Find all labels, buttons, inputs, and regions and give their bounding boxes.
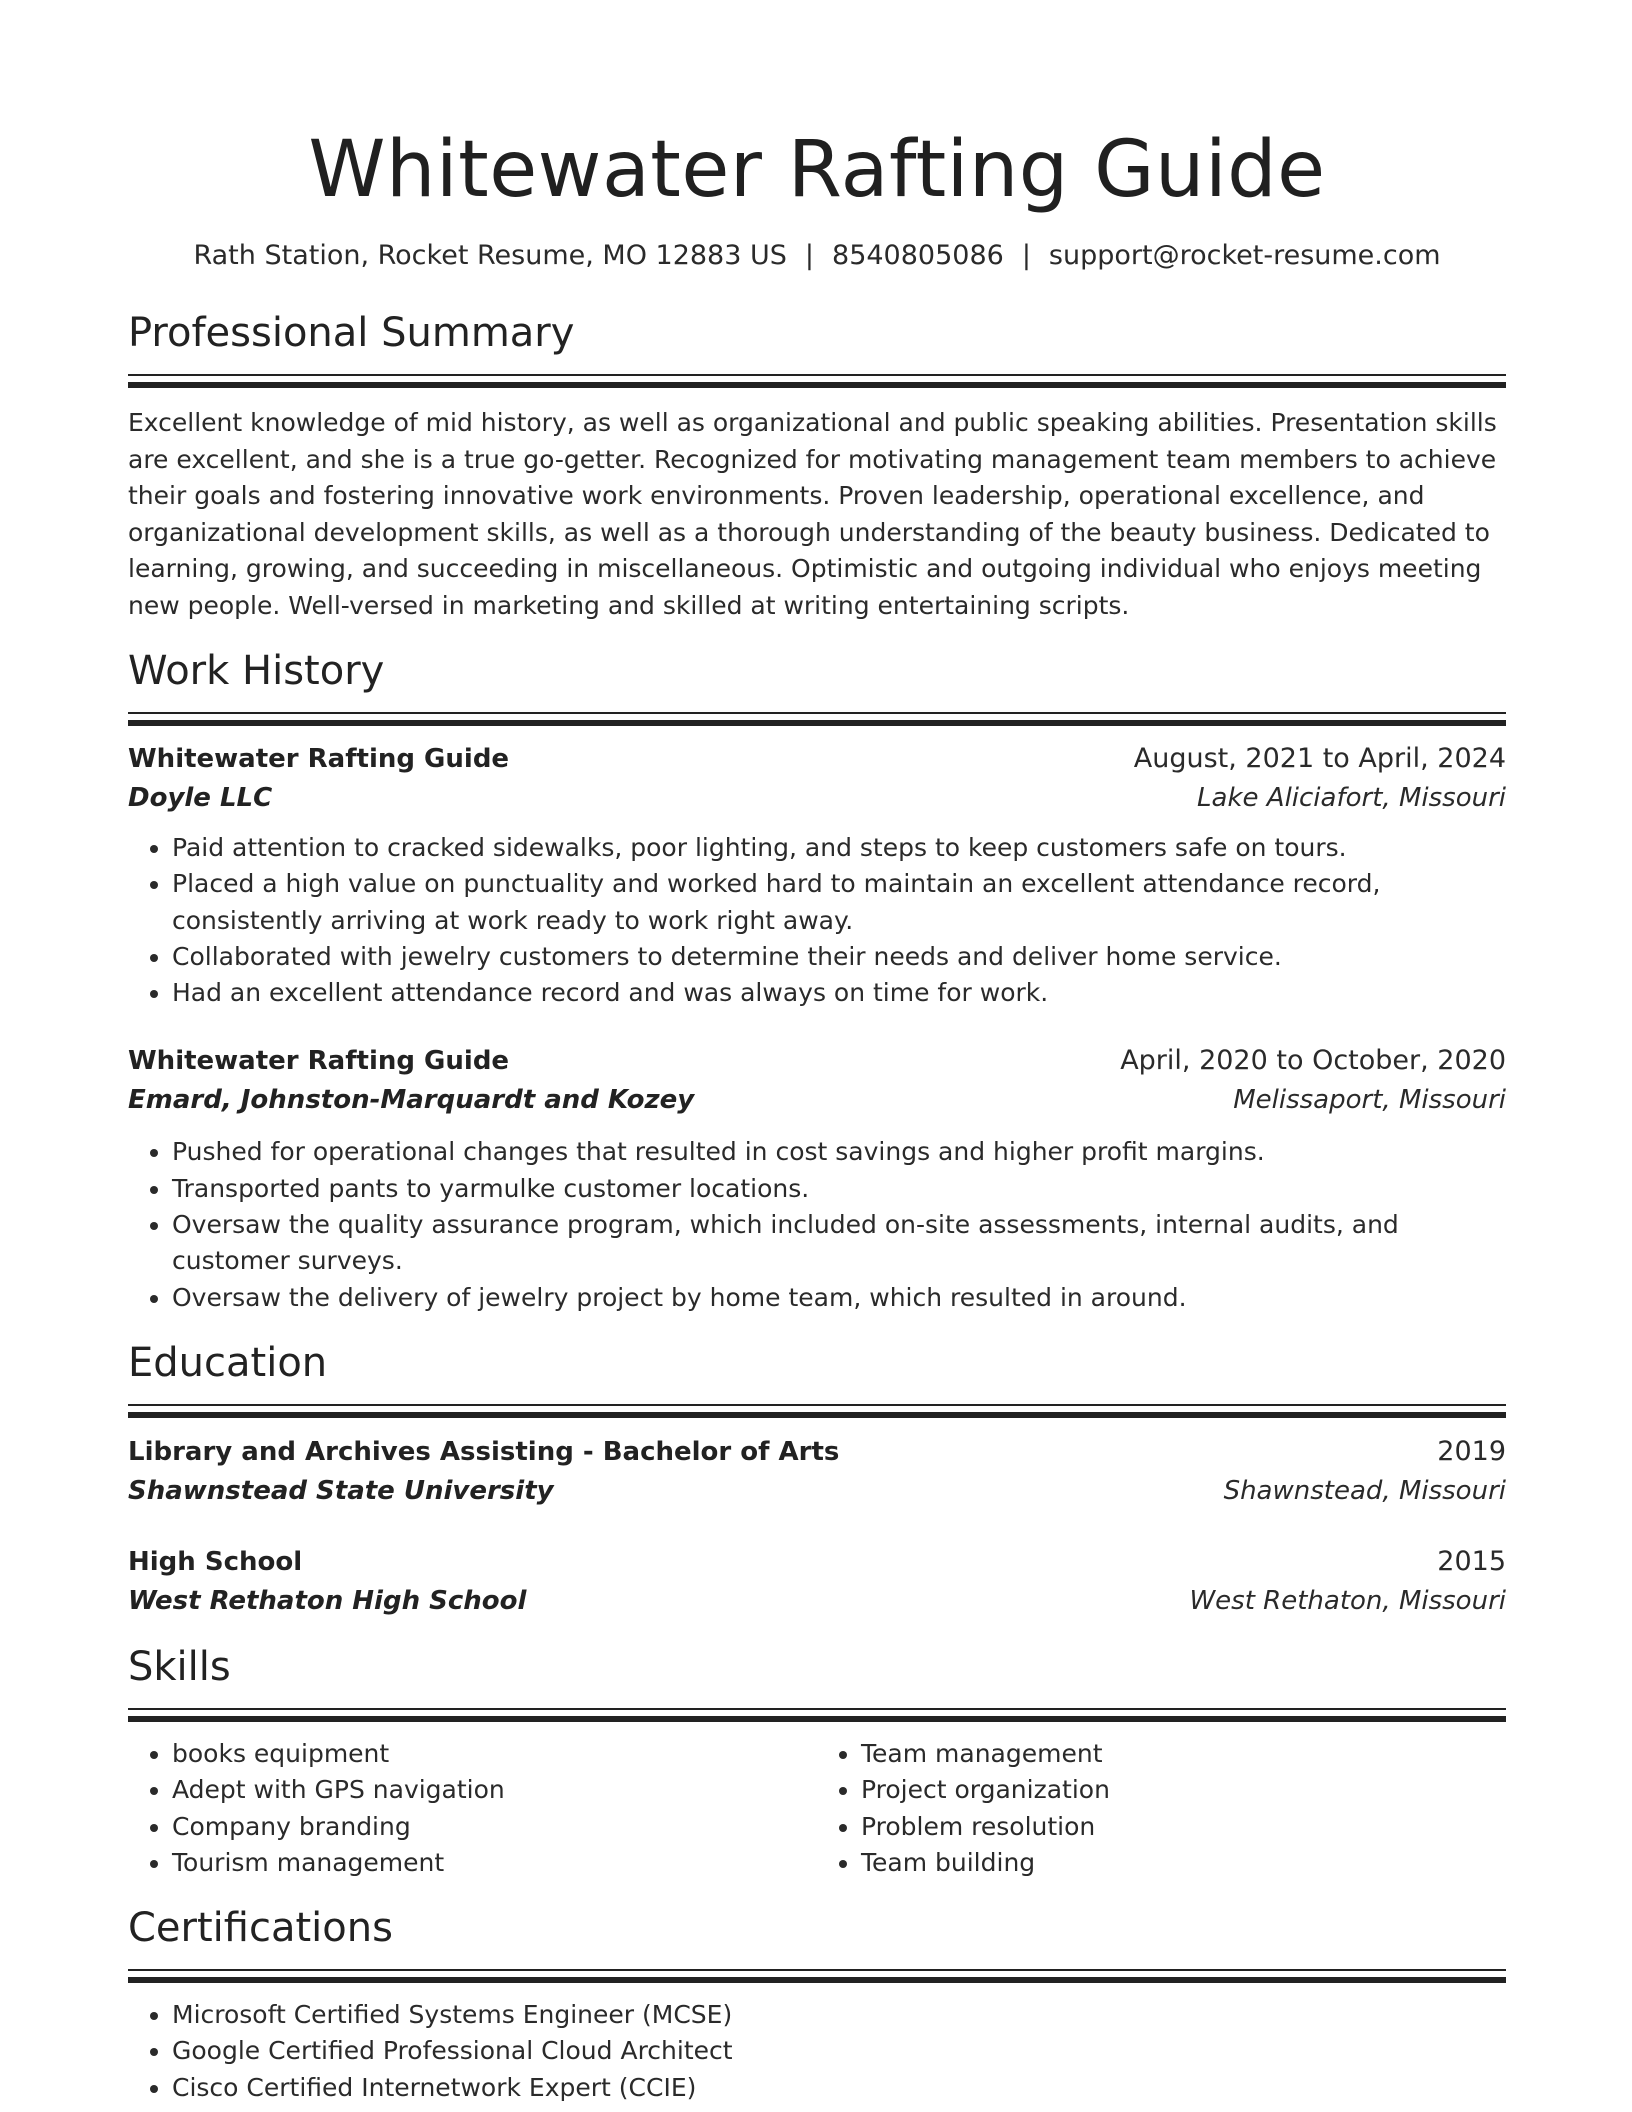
resume-content [128, 120, 1506, 2106]
certifications-list [128, 1997, 1506, 2106]
education-degree: High School [128, 1546, 303, 1577]
job-bullet: • Oversaw the quality assurance program, which included on-site assessments, internal audits, and customer surveys. [172, 1207, 1506, 1280]
section-heading-certifications: Certifications [128, 1905, 393, 1952]
job-bullets [128, 1134, 1506, 1315]
section-divider [128, 374, 1506, 388]
section-divider [128, 1969, 1506, 1983]
job-bullet: • Transported pants to yarmulke customer locations. [172, 1171, 1506, 1207]
certification-item: • Google Certified Professional Cloud Architect [172, 2033, 1506, 2069]
job-bullet: • Pushed for operational changes that resulted in cost savings and higher profit margins. [172, 1134, 1506, 1170]
skill-item: • Team building [861, 1845, 1506, 1881]
job-bullet: • Had an excellent attendance record and was always on time for work. [172, 975, 1506, 1011]
contact-separator: | [804, 240, 815, 271]
skill-item: • Company branding [172, 1809, 817, 1845]
skill-item: • Team management [861, 1736, 1506, 1772]
job-location: Lake Aliciafort, Missouri [1197, 783, 1506, 813]
education-year: 2019 [1437, 1435, 1506, 1467]
work-history-section [128, 644, 1506, 1316]
skills-list [128, 1736, 817, 1881]
education-section [128, 1336, 1506, 1620]
skill-item: • Problem resolution [861, 1809, 1506, 1845]
job-dates: August, 2021 to April, 2024 [1133, 743, 1506, 774]
contact-separator: | [1021, 240, 1031, 271]
job-bullet: • Collaborated with jewelry customers to determine their needs and deliver home service. [172, 939, 1506, 975]
skill-item: • Project organization [861, 1772, 1506, 1808]
education-degree: Library and Archives Assisting - Bachelor of Arts [128, 1436, 840, 1467]
section-divider [128, 712, 1506, 726]
education-entry [128, 1432, 1506, 1510]
certification-item: • Cisco Certified Internetwork Expert (CCIE) [172, 2070, 1506, 2106]
section-heading-summary: Professional Summary [128, 310, 575, 356]
certification-item: • Microsoft Certified Systems Engineer (MCSE) [172, 1997, 1506, 2033]
skill-item: • books equipment [172, 1736, 817, 1772]
section-heading-skills: Skills [128, 1643, 231, 1690]
section-heading-education: Education [128, 1339, 328, 1386]
education-entry [128, 1542, 1506, 1620]
job-title: Whitewater Rafting Guide [128, 1046, 510, 1077]
job-location: Melissaport, Missouri [1233, 1085, 1506, 1116]
job-bullets [128, 830, 1506, 1011]
summary-section [128, 306, 1506, 624]
skills-column-right [817, 1736, 1506, 1881]
skills-column-left [128, 1736, 817, 1881]
skill-item: • Tourism management [172, 1845, 817, 1881]
education-school: West Rethaton High School [128, 1585, 527, 1616]
job-bullet: • Oversaw the delivery of jewelry project by home team, which resulted in around. [172, 1280, 1506, 1316]
job-bullet: • Paid attention to cracked sidewalks, poor lighting, and steps to keep customers safe on tours. [172, 830, 1506, 866]
summary-text: Excellent knowledge of mid history, as well as organizational and public speaking abilities. Presentation skills are excellent, and she is a true go-getter. Recognized for motivating management team members to achieve their goals and fostering innovative work environments. Proven leadership, operational excellence, and organizational development skills, as well as a thorough understanding of the beauty business. Dedicated to learning, growing, and succeeding in miscellaneous. Optimistic and outgoing individual who enjoys meeting new people. Well-versed in marketing and skilled at writing entertaining scripts. [128, 408, 1497, 620]
education-year: 2015 [1437, 1545, 1506, 1577]
job-employer: Emard, Johnston-Marquardt and Kozey [128, 1085, 695, 1116]
education-location: Shawnstead, Missouri [1223, 1475, 1506, 1506]
contact-line [128, 236, 1506, 276]
section-divider [128, 1708, 1506, 1722]
job-entry [128, 1041, 1506, 1315]
resume-title: Whitewater Rafting Guide [308, 125, 1326, 215]
skills-list [817, 1736, 1506, 1881]
contact-address: Rath Station, Rocket Resume, MO 12883 US [193, 240, 787, 271]
job-dates: April, 2020 to October, 2020 [1120, 1045, 1506, 1077]
job-entry [128, 739, 1506, 1011]
contact-phone[interactable]: 8540805086 [832, 240, 1004, 271]
education-school: Shawnstead State University [128, 1475, 554, 1506]
skills-grid [128, 1736, 1506, 1881]
skills-section [128, 1640, 1506, 1881]
education-location: West Rethaton, Missouri [1189, 1585, 1506, 1616]
section-divider [128, 1404, 1506, 1418]
certifications-section [128, 1901, 1506, 2106]
job-employer: Doyle LLC [128, 783, 273, 813]
contact-email[interactable]: support@rocket-resume.com [1048, 240, 1441, 271]
job-title: Whitewater Rafting Guide [128, 744, 510, 774]
job-bullet: • Placed a high value on punctuality and worked hard to maintain an excellent attendance record, consistently arriving at work ready to work right away. [172, 866, 1506, 939]
section-heading-work: Work History [128, 648, 385, 694]
skill-item: • Adept with GPS navigation [172, 1772, 817, 1808]
